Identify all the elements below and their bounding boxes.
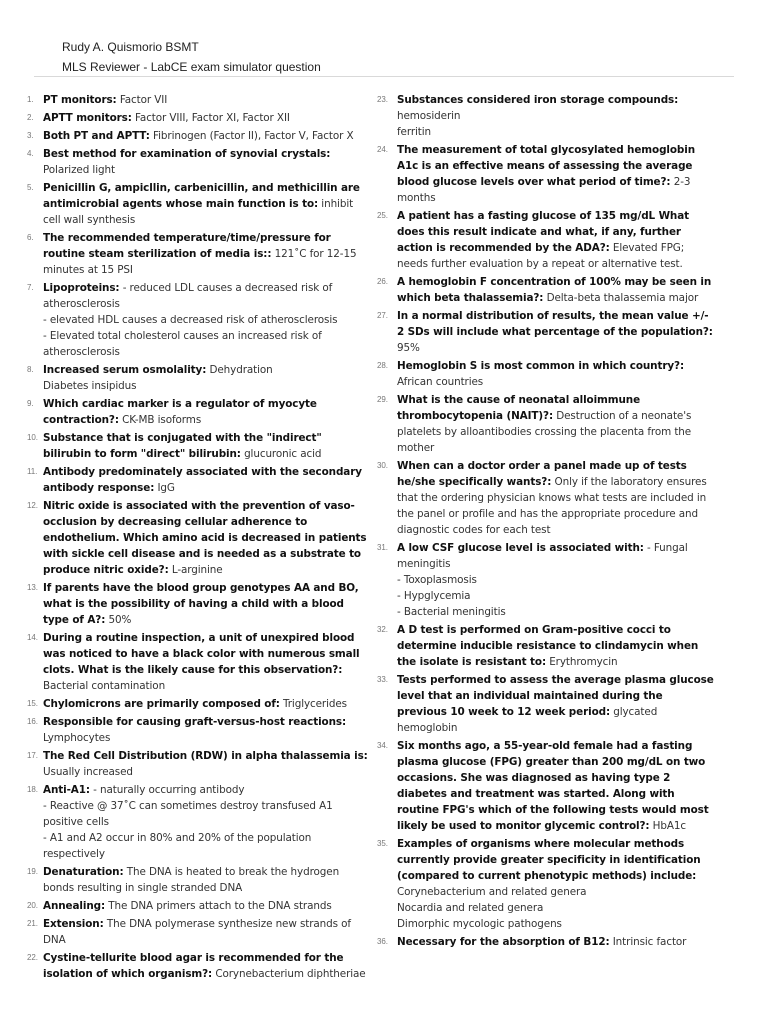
item-number: 5. — [27, 183, 34, 192]
answer-text: - reduced LDL causes a decreased risk of atherosclerosis — [43, 282, 333, 310]
question-item — [28, 950, 368, 982]
question-text: Both PT and APTT: — [43, 130, 150, 142]
answer-line: - elevated HDL causes a decreased risk of atherosclerosis — [43, 314, 338, 326]
question-text: Substances considered iron storage compounds: — [397, 94, 679, 106]
answer-text: Destruction of a neonate's platelets by alloantibodies crossing the placenta from the mother — [397, 410, 692, 454]
question-text: A patient has a fasting glucose of 135 mg/dL What does this result indicate and what, if any, further action is recommended by the ADA?: — [397, 210, 690, 254]
question-item — [28, 396, 368, 428]
question-text: Anti-A1: — [43, 784, 90, 796]
question-text: Annealing: — [43, 900, 106, 912]
answer-text: The DNA polymerase synthesize new strands of DNA — [43, 918, 351, 946]
answer-text: L-arginine — [171, 564, 223, 576]
answer-text: Factor VIII, Factor XI, Factor XII — [135, 112, 290, 124]
item-number: 16. — [27, 717, 38, 726]
question-item — [28, 782, 368, 862]
question-item — [28, 128, 368, 144]
item-number: 21. — [27, 919, 38, 928]
question-text: When can a doctor order a panel made up of tests he/she specifically wants?: — [397, 460, 687, 488]
answer-text: Corynebacterium and related genera — [397, 886, 587, 898]
question-item — [378, 392, 714, 456]
answer-text: Factor VII — [119, 94, 168, 106]
question-text: Necessary for the absorption of B12: — [397, 936, 610, 948]
question-item — [28, 430, 368, 462]
item-number: 22. — [27, 953, 38, 962]
answer-text: Usually increased — [43, 766, 133, 778]
question-text: The recommended temperature/time/pressure for routine steam sterilization of media is:: — [43, 232, 331, 260]
answer-text: inhibit cell wall synthesis — [43, 198, 354, 226]
question-text: A low CSF glucose level is associated with: — [397, 542, 644, 554]
item-number: 24. — [377, 145, 388, 154]
item-number: 18. — [27, 785, 38, 794]
answer-text: IgG — [157, 482, 175, 494]
question-item — [378, 358, 714, 390]
document-header — [62, 40, 742, 80]
answer-text: Only if the laboratory ensures that the ordering physician knows what tests are included in the panel or profile and has the appropriate procedure and diagnostic codes for each test — [397, 476, 707, 536]
answer-line: Dimorphic mycologic pathogens — [397, 918, 562, 930]
question-text: Examples of organisms where molecular methods currently provide greater specificity in identification (compared to current phenotypic methods) include: — [397, 838, 701, 882]
item-number: 36. — [377, 937, 388, 946]
item-number: 32. — [377, 625, 388, 634]
answer-text: glycated hemoglobin — [397, 706, 658, 734]
question-item — [28, 916, 368, 948]
question-item — [378, 92, 714, 140]
question-text: PT monitors: — [43, 94, 117, 106]
question-item — [378, 142, 714, 206]
question-item — [28, 146, 368, 178]
question-item — [28, 280, 368, 360]
question-item — [28, 696, 368, 712]
question-text: Hemoglobin S is most common in which country?: — [397, 360, 685, 372]
question-item — [28, 898, 368, 914]
question-text: Antibody predominately associated with the secondary antibody response: — [43, 466, 362, 494]
item-number: 25. — [377, 211, 388, 220]
item-number: 33. — [377, 675, 388, 684]
question-text: During a routine inspection, a unit of unexpired blood was noticed to have a black color with numerous small clots. What is the likely cause for this observation?: — [43, 632, 360, 676]
question-text: Responsible for causing graft-versus-host reactions: — [43, 716, 347, 728]
item-number: 23. — [377, 95, 388, 104]
question-text: APTT monitors: — [43, 112, 132, 124]
item-number: 2. — [27, 113, 34, 122]
item-number: 30. — [377, 461, 388, 470]
answer-text: Elevated FPG; needs further evaluation by a repeat or alternative test. — [397, 242, 685, 270]
question-text: Which cardiac marker is a regulator of myocyte contraction?: — [43, 398, 317, 426]
question-item — [378, 738, 714, 834]
item-number: 12. — [27, 501, 38, 510]
question-text: Increased serum osmolality: — [43, 364, 207, 376]
answer-line: - Toxoplasmosis — [397, 574, 477, 586]
item-number: 26. — [377, 277, 388, 286]
answer-text: The DNA is heated to break the hydrogen bonds resulting in single stranded DNA — [43, 866, 340, 894]
question-text: Substance that is conjugated with the "indirect" bilirubin to form "direct" bilirubin: — [43, 432, 322, 460]
item-number: 13. — [27, 583, 38, 592]
question-text: Penicillin G, ampicllin, carbenicillin, and methicillin are antimicrobial agents whose main function is to: — [43, 182, 360, 210]
answer-text: 121˚C for 12-15 minutes at 15 PSI — [43, 248, 357, 276]
question-text: Tests performed to assess the average plasma glucose level that an individual maintained during the previous 10 week to 12 week period: — [397, 674, 714, 718]
answer-text: Dehydration — [209, 364, 273, 376]
item-number: 28. — [377, 361, 388, 370]
document-subtitle: MLS Reviewer - LabCE exam simulator question — [62, 60, 321, 74]
item-number: 7. — [27, 283, 34, 292]
question-item — [28, 362, 368, 394]
question-text: Best method for examination of synovial crystals: — [43, 148, 331, 160]
question-item — [378, 274, 714, 306]
answer-text: The DNA primers attach to the DNA strands — [108, 900, 332, 912]
question-text: If parents have the blood group genotypes AA and BO, what is the possibility of having a child with a blood type of A?: — [43, 582, 359, 626]
answer-text: HbA1c — [652, 820, 686, 832]
answer-line: - Reactive @ 37˚C can sometimes destroy transfused A1 positive cells — [43, 800, 333, 828]
item-number: 8. — [27, 365, 34, 374]
question-item — [378, 672, 714, 736]
answer-text: - naturally occurring antibody — [93, 784, 245, 796]
answer-line: - Bacterial meningitis — [397, 606, 506, 618]
answer-text: Intrinsic factor — [612, 936, 687, 948]
question-item — [378, 622, 714, 670]
left-column — [28, 92, 368, 984]
question-text: Chylomicrons are primarily composed of: — [43, 698, 280, 710]
item-number: 34. — [377, 741, 388, 750]
question-text: Cystine-tellurite blood agar is recommended for the isolation of which organism?: — [43, 952, 344, 980]
answer-text: African countries — [397, 376, 484, 388]
item-number: 10. — [27, 433, 38, 442]
question-item — [28, 714, 368, 746]
question-item — [378, 208, 714, 272]
item-number: 14. — [27, 633, 38, 642]
answer-text: Bacterial contamination — [43, 680, 166, 692]
question-item — [28, 580, 368, 628]
answer-text: glucuronic acid — [244, 448, 322, 460]
item-number: 1. — [27, 95, 34, 104]
question-text: What is the cause of neonatal alloimmune thrombocytopenia (NAIT)?: — [397, 394, 641, 422]
right-column — [378, 92, 714, 952]
question-text: The Red Cell Distribution (RDW) in alpha thalassemia is: — [43, 750, 368, 762]
item-number: 3. — [27, 131, 34, 140]
answer-line: hemosiderin — [397, 110, 461, 122]
author-name: Rudy A. Quismorio BSMT — [62, 40, 199, 54]
question-item — [28, 864, 368, 896]
item-number: 27. — [377, 311, 388, 320]
answer-text: - Fungal meningitis — [397, 542, 688, 570]
question-text: In a normal distribution of results, the mean value +/- 2 SDs will include what percentage of the population?: — [397, 310, 713, 338]
answer-line: - Elevated total cholesterol causes an increased risk of atherosclerosis — [43, 330, 322, 358]
item-number: 4. — [27, 149, 34, 158]
item-number: 31. — [377, 543, 388, 552]
question-text: A hemoglobin F concentration of 100% may be seen in which beta thalassemia?: — [397, 276, 712, 304]
answer-text: 95% — [397, 342, 420, 354]
item-number: 6. — [27, 233, 34, 242]
answer-text: Polarized light — [43, 164, 115, 176]
answer-text: CK-MB isoforms — [122, 414, 202, 426]
question-item — [28, 498, 368, 578]
question-item — [378, 836, 714, 932]
answer-line: - A1 and A2 occur in 80% and 20% of the population respectively — [43, 832, 312, 860]
answer-text: Triglycerides — [283, 698, 347, 710]
answer-line: Nocardia and related genera — [397, 902, 544, 914]
question-item — [28, 230, 368, 278]
question-item — [378, 308, 714, 356]
answer-line: - Hypglycemia — [397, 590, 471, 602]
question-item — [28, 180, 368, 228]
item-number: 29. — [377, 395, 388, 404]
answer-text: Delta-beta thalassemia major — [546, 292, 699, 304]
question-item — [28, 110, 368, 126]
answer-text: Fibrinogen (Factor II), Factor V, Factor X — [153, 130, 354, 142]
question-item — [28, 630, 368, 694]
question-text: Denaturation: — [43, 866, 124, 878]
answer-text: 2-3 months — [397, 176, 691, 204]
header-divider — [34, 76, 734, 77]
answer-text: Lymphocytes — [43, 732, 111, 744]
item-number: 15. — [27, 699, 38, 708]
item-number: 11. — [27, 467, 38, 476]
item-number: 17. — [27, 751, 38, 760]
question-item — [28, 92, 368, 108]
question-item — [378, 458, 714, 538]
answer-line: ferritin — [397, 126, 432, 138]
question-text: Nitric oxide is associated with the prevention of vaso-occlusion by decreasing cellular adherence to endothelium. Which amino acid is decreased in patients with sickle cell disease and is needed as a substrate to produce nitric oxide?: — [43, 500, 367, 576]
question-item — [378, 540, 714, 620]
item-number: 35. — [377, 839, 388, 848]
question-text: A D test is performed on Gram-positive cocci to determine inducible resistance to clindamycin when the isolate is resistant to: — [397, 624, 699, 668]
question-item — [28, 464, 368, 496]
answer-text: Corynebacterium diphtheriae — [215, 968, 366, 980]
question-text: Lipoproteins: — [43, 282, 120, 294]
answer-text: Erythromycin — [549, 656, 618, 668]
item-number: 20. — [27, 901, 38, 910]
item-number: 19. — [27, 867, 38, 876]
question-text: Six months ago, a 55-year-old female had a fasting plasma glucose (FPG) greater than 200 mg/dL on two occasions. She was diagnosed as having type 2 diabetes and treatment was started. Along with routine FPG's which of the following tests would most likely be used to monitor glycemic control?: — [397, 740, 709, 832]
question-text: The measurement of total glycosylated hemoglobin A1c is an effective means of assessing the average blood glucose levels over what period of time?: — [397, 144, 696, 188]
question-text: Extension: — [43, 918, 104, 930]
question-item — [28, 748, 368, 780]
answer-text: 50% — [108, 614, 132, 626]
question-item — [378, 934, 714, 950]
item-number: 9. — [27, 399, 34, 408]
answer-line: Diabetes insipidus — [43, 380, 137, 392]
